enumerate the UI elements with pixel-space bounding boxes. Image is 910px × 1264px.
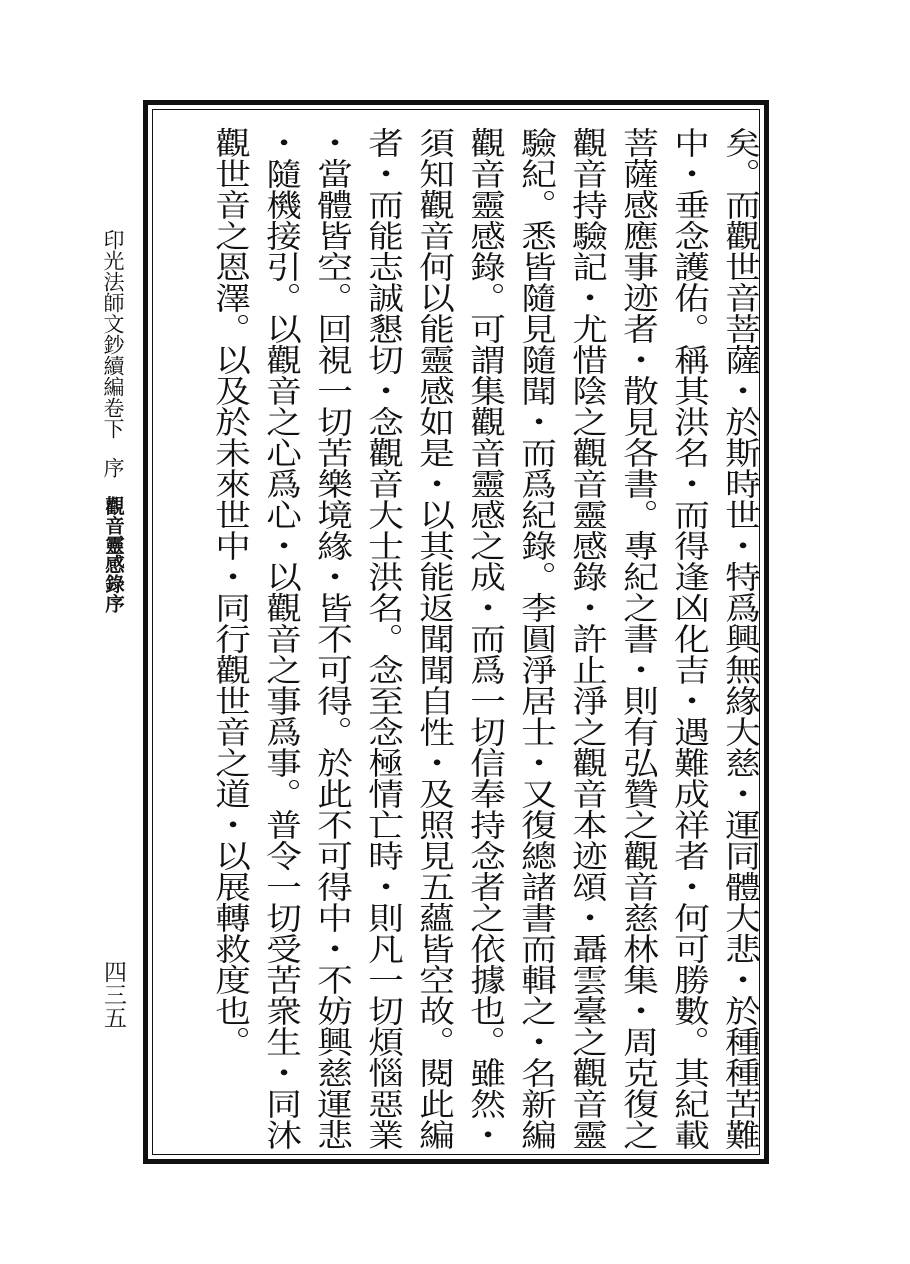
text-column-10: ・隨機接引。以觀音之心爲心・以觀音之事爲事。普令一切受苦衆生・同沐 xyxy=(259,127,301,1150)
body-text xyxy=(203,127,764,1157)
text-column-6: 觀音靈感錄。可謂集觀音靈感之成・而爲一切信奉持念者之依據也。雖然・ xyxy=(463,127,505,1150)
text-column-11: 觀世音之恩澤。以及於未來世中・同行觀世音之道・以展轉救度也。 xyxy=(208,127,250,1057)
running-head-book-title: 印光法師文鈔續編卷下 xyxy=(101,229,125,439)
text-column-2: 中・垂念護佑。稱其洪名・而得逢凶化吉・遇難成祥者・何可勝數。其紀載 xyxy=(667,127,709,1150)
page-number: 四三五 xyxy=(100,960,126,1029)
text-column-1: 矣。而觀世音菩薩・於斯時世・特爲興無緣大慈・運同體大悲・於種種苦難 xyxy=(718,127,760,1150)
text-column-9: ・當體皆空。回視一切苦樂境緣・皆不可得。於此不可得中・不妨興慈運悲 xyxy=(310,127,352,1150)
text-column-7: 須知觀音何以能靈感如是・以其能返聞聞自性・及照見五蘊皆空故。閱此編 xyxy=(412,127,454,1150)
text-column-4: 觀音持驗記・尤惜陰之觀音靈感錄・許止淨之觀音本迹頌・聶雲臺之觀音靈 xyxy=(565,127,607,1150)
text-column-3: 菩薩感應事迹者・散見各書。專紀之書・則有弘贊之觀音慈林集・周克復之 xyxy=(616,127,658,1150)
running-head-article-title: 觀音靈感錄序 xyxy=(102,496,125,613)
running-head-section: 序 xyxy=(101,457,125,478)
text-column-8: 者・而能志誠懇切・念觀音大士洪名。念至念極情亡時・則凡一切煩惱惡業 xyxy=(361,127,403,1150)
text-column-5: 驗紀。悉皆隨見隨聞・而爲紀錄。李圓淨居士・又復總諸書而輯之・名新編 xyxy=(514,127,556,1150)
